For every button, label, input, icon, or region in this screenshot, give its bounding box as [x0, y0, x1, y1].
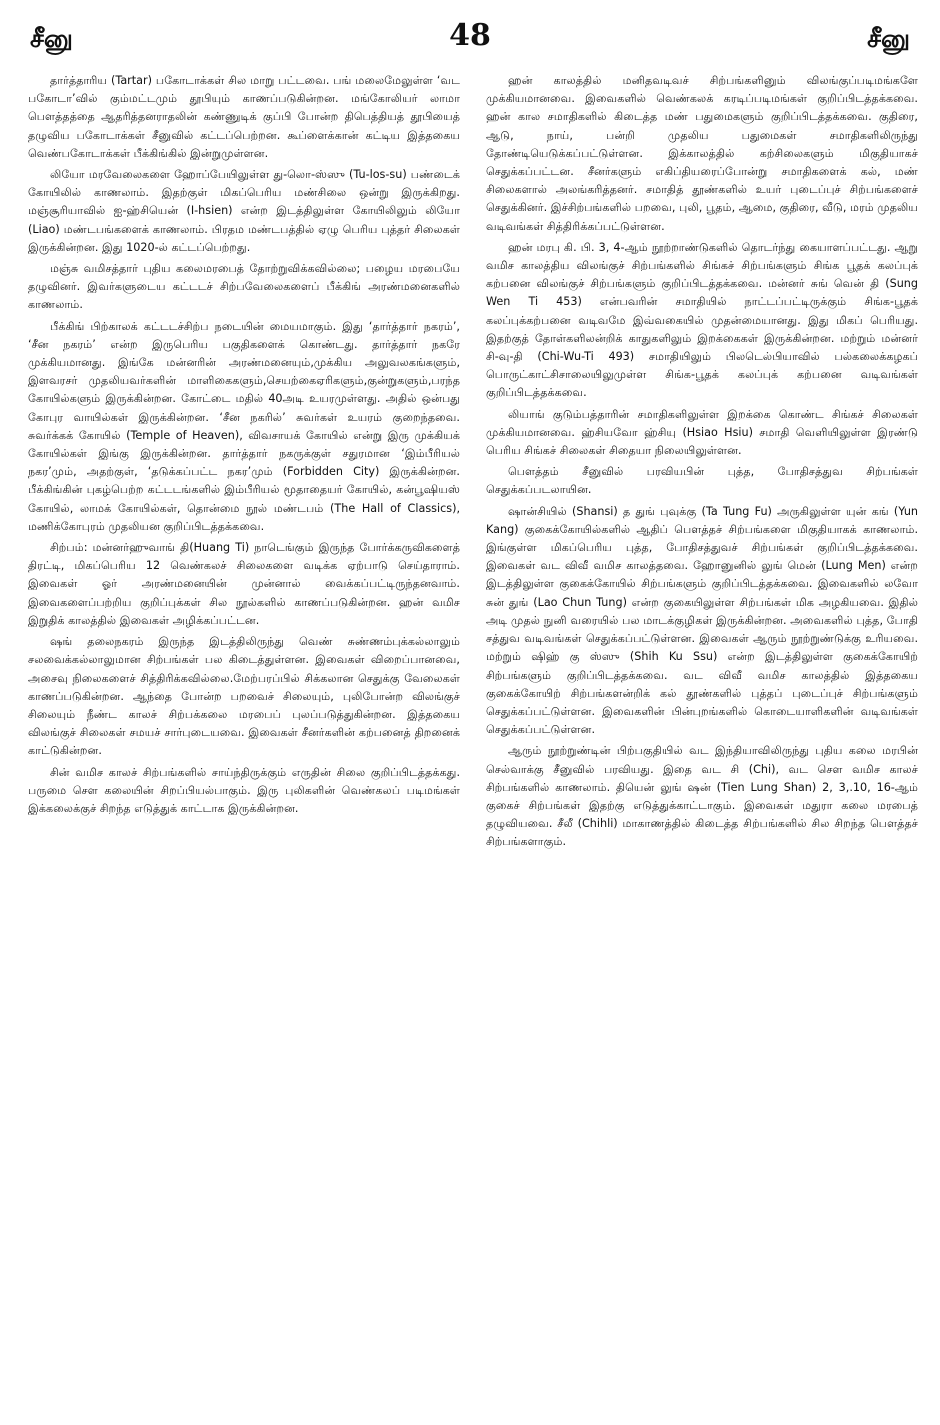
paragraph: லியோ மரவேலைகளை ஹோப்பேயிலுள்ள து-லொ-ஸ்ஸு (Tu-los-su) பண்டைக் கோயிலில் காணலாம். இதற்குள் மிகப்பெரிய மண்சிலை ஒன்று இருக்கிறது. மஞ்சூரியாவில் ஐ-ஹ்சியென் (I-hsien) என்ற இடத்திலுள்ள கோயிலிலும் லியோ (Liao) மண்டபங்களைக் காணலாம். பிரதம மண்டபத்தில் ஏழு பெரிய புத்தர் சிலைகள் இருக்கின்றன. இது 1020-ல் கட்டப்பெற்றது.	[28, 168, 460, 254]
paragraph: பௌத்தம் சீனுவில் பரவியபின் புத்த, போதிசத்துவ சிற்பங்கள் செதுக்கப்படலாயின.	[486, 465, 918, 497]
paragraph: சின் வமிச காலச் சிற்பங்களில் சாய்ந்திருக்கும் எருதின் சிலை குறிப்பிடத்தக்கது. பருமை சௌ கலையின் சிறப்பியல்பாகும். இரு புலிகளின் வெண்கலப் படிமங்கள் இக்கலைக்குச் சிறந்த எடுத்துக் காட்டாக இருக்கின்றன.	[28, 765, 460, 815]
paragraph: ஷான்சியில் (Shansi) த துங் புவுக்கு (Ta Tung Fu) அருகிலுள்ள யுன் கங் (Yun Kang) குகைக்கோயில்களில் ஆதிப் பௌத்தச் சிற்பங்களை மிகுதியாகக் காணலாம். இங்குள்ள மிகப்பெரிய புத்த, போதிசத்துவச் சிற்பங்கள் குறிப்பிடத்தக்கவை. இவைகள் வட விவீ வமிச காலத்தவை. ஹோனுனில் லுங் மென் (Lung Men) என்ற இடத்திலுள்ள குகைக்கோயில் சிற்பங்களும் குறிப்பிடத்தக்கவை. இவைகளில் லவோ சுன் துங் (Lao Chun Tung) என்ற குகையிலுள்ள சிற்பங்கள் மிக அழகியவை. இதில் அடி முதல் நுனி வரையில் பல மாடக்குழிகள் இருக்கின்றன. அவைகளில் புத்த, போதி சத்துவ வடிவங்கள் செதுக்கப்பட்டுள்ளன. இவைகள் ஆரும் நூற்றுண்டுக்கு உரியவை. மற்றும் ஷிஹ் கு ஸ்ஸு (Shih Ku Ssu) என்ற இடத்திலுள்ள குகைக்கோயிற் சிற்பங்களும் குறிப்பிடத்தக்கவை. வட விவீ வமிச காலத்தில் இத்தகைய குகைக்கோயிற் சிற்பங்களன்றிக் கல் தூண்களில் புத்தப் புடைப்புச் சிற்பங்களும் செதுக்கப்பட்டுள்ளன. இவைகளின் பின்புறங்களில் கொடையாளிகளின் வடிவங்கள் செதுக்கப்பட்டுள்ளன.	[486, 504, 918, 737]
paragraph: ஹன் காலத்தில் மனிதவடிவச் சிற்பங்களினும் விலங்குப்படிமங்களே முக்கியமானவை. இவைகளில் வெண்கலக் கரடிப்படிமங்கள் குறிப்பிடத்தக்கவை. ஹன் கால சமாதிகளில் கிடைத்த மண் பதுமைகளும் குறிப்பிடத்தக்கவை. குதிரை, ஆடு, நாய், பன்றி முதலிய பதுமைகள் சமாதிகளிலிருந்து தோண்டியெடுக்கப்பட்டுள்ளன. இக்காலத்தில் கற்சிலைகளும் மிகுதியாகச் செதுக்கப்பட்டன. சீனர்களும் எகிப்தியரைப்போன்று சமாதிகளைக் கல், மண் சிலைகளால் அலங்கரித்தனர். சமாதித் தூண்களில் உயர் புடைப்புச் சிற்பங்களைச் செதுக்கினர். இச்சிற்பங்களில் பறவை, புலி, பூதம், ஆமை, குதிரை, வீடு, மரம் முதலிய வடிவங்கள் சித்திரிக்கப்பட்டுள்ளன.	[486, 74, 918, 233]
paragraph: சிற்பம்: மன்னர்ஹுவாங் தி(Huang Ti) நாடெங்கும் இருந்த போர்க்கருவிகளைத் திரட்டி, மிகப்பெரிய 12 வெண்கலச் சிலைகளை வடிக்க ஏற்பாடு செய்தாராம். இவைகள் ஓர் அரண்மனையின் முன்னால் வைக்கப்பட்டிருந்தனவாம். இவைகளைப்பற்றிய குறிப்புக்கள் சில நூல்களில் காணப்படுகின்றன. ஹன் வமிச இறுதிக் காலத்தில் இவைகள் அழிக்கப்பட்டன.	[28, 541, 460, 627]
paragraph: ஷங் தலைநகரம் இருந்த இடத்திலிருந்து வெண் சுண்ணம்புக்கல்லாலும் சலவைக்கல்லாலுமான சிற்பங்கள் பல கிடைத்துள்ளன. இவைகள் விறைப்பானவை, அசைவு நிலைகளைச் சித்திரிக்கவில்லை.மேற்பரப்பில் சிக்கலான செதுக்கு வேலைகள் காணப்படுகின்றன. ஆந்தை போன்ற பறவைச் சிலையும், புலிபோன்ற விலங்குச் சிலையும் நீண்ட காலச் சிற்பக்கலை மரபைப் புலப்படுத்துகின்றன. இத்தகைய விலங்குச் சிலைகள் சமயச் சார்புடையவை. இவைகள் சீனர்களின் கற்பனைத் திறனைக் காட்டுகின்றன.	[28, 635, 460, 758]
paragraph: ஹன் மரபு கி. பி. 3, 4-ஆம் நூற்றாண்டுகளில் தொடர்ந்து கையாளப்பட்டது. ஆறு வமிச காலத்திய விலங்குச் சிற்பங்களில் சிங்கச் சிற்பங்களும் சிங்க பூதக் கலப்புக் கற்பனை விலங்குச் சிற்பங்களும் குறிப்பிடத்தக்கவை. மன்னர் சுங் வென் தி (Sung Wen Ti 453) என்பவரின் சமாதியில் நாட்டப்பட்டிருக்கும் சிங்க-பூதக் கலப்புக்கற்பனை வடிவமே இவ்வகையில் முதன்மையானது. இது மிகப் பெரியது. இதற்குத் தோள்களிலன்றிக் காதுகளிலும் இறக்கைகள் இருக்கின்றன. மற்றும் மன்னர் சி-வு-தி (Chi-Wu-Ti 493) சமாதியிலும் பிலடெல்பியாவில் பல்கலைக்கழகப் பொருட்காட்சிசாலையிலுமுள்ள சிங்க-பூதக் கலப்புக் கற்பனை வடிவங்கள் குறிப்பிடத்தக்கவை.	[486, 240, 918, 400]
page-header	[26, 14, 914, 66]
running-head-right: சீனு	[867, 24, 910, 53]
right-column	[486, 72, 918, 1412]
text-columns	[28, 72, 916, 1412]
paragraph: லியாங் குடும்பத்தாரின் சமாதிகளிலுள்ள இறக்கை கொண்ட சிங்கச் சிலைகள் முக்கியமானவை. ஹ்சியவோ ஹ்சியு (Hsiao Hsiu) சமாதி வெளியிலுள்ள இரண்டு பெரிய சிங்கச் சிலைகள் சிதையா நிலையிலுள்ளன.	[486, 407, 918, 458]
paragraph: ஆரும் நூற்றுண்டின் பிற்பகுதியில் வட இந்தியாவிலிருந்து புதிய கலை மரபின் செல்வாக்கு சீனுவில் பரவியது. இதை வட சி (Chi), வட சௌ வமிச காலச் சிற்பங்களில் காணலாம். தியென் லுங் ஷன் (Tien Lung Shan) 2, 3,.10, 16-ஆம் குகைச் சிற்பங்கள் இதற்கு எடுத்துக்காட்டாகும். இவைகள் மதுரா கலை மரபைத் தழுவியவை. சீலீ (Chihli) மாகாணத்தில் கிடைத்த சிற்பங்களில் சில சிறந்த பௌத்தச் சிற்பங்களாகும்.	[486, 744, 918, 849]
paragraph: மஞ்சு வமிசத்தார் புதிய கலைமரபைத் தோற்றுவிக்கவில்லை; பழைய மரபையே தழுவினர். இவர்களுடைய கட்டடச் சிற்பவேலைகளைப் பீக்கிங் அரண்மனைகளில் காணலாம்.	[28, 262, 460, 312]
page-number: 48	[449, 18, 491, 53]
paragraph: தார்த்தாரிய (Tartar) பகோடாக்கள் சில மாறு பட்டவை. பங் மலைமேலுள்ள ‘வட பகோடா’வில் கும்மட்டமும் தூபியும் காணப்படுகின்றன. மங்கோலியர் லாமா பௌத்தத்தை ஆதரித்தனராதலின் கண்ணுடிக் குப்பி போன்ற திபெத்தியத் தூபியைத் தழுவிய பகோடாக்கள் சீனுவில் கட்டப்பெற்றன. கூப்ளைக்கான் கட்டிய இத்தகைய வெண்பகோடாக்கள் பீக்கிங்கில் இன்றுமுள்ளன.	[28, 74, 460, 160]
running-head-left: சீனு	[30, 24, 73, 53]
paragraph: பீக்கிங் பிற்காலக் கட்டடச்சிற்ப நடையின் மையமாகும். இது ‘தார்த்தார் நகரம்’, ‘சீன நகரம்’ என்ற இருபெரிய பகுதிகளைக் கொண்டது. தார்த்தார் நகரே முக்கியமானது. இங்கே மன்னரின் அரண்மனையும்,முக்கிய அலுவலகங்களும், இளவரசர் முதலியவர்களின் மாளிகைகளும்,செயற்கைஏரிகளும்,குன்றுகளும்,பரந்த கோயில்களும் இருக்கின்றன. கோட்டை மதில் 40அடி உயரமுள்ளது. அதில் ஒன்பது கோபுர வாயில்கள் இருக்கின்றன. ‘சீன நகரில்’ சுவர்கள் உயரம் குறைந்தவை. சுவர்க்கக் கோயில் (Temple of Heaven), விவசாயக் கோயில் என்று இரு முக்கியக் கோயில்கள் இங்கு இருக்கின்றன. தார்த்தார் நகருக்குள் சதுரமான ‘இம்பீரியல் நகர’மும், அதற்குள், ‘தடுக்கப்பட்ட நகர’மும் (Forbidden City) இருக்கின்றன. பீக்கிங்கின் புகழ்பெற்ற கட்டடங்களில் இம்பீரியல் மூதாதையர் கோயில், கன்பூஷியஸ் கோயில், லாமக் கோயில்கள், தொன்மை நூல் மண்டபம் (The Hall of Classics), மணிக்கோபுரம் முதலியன குறிப்பிடத்தக்கவை.	[28, 319, 460, 533]
left-column	[28, 72, 460, 1412]
